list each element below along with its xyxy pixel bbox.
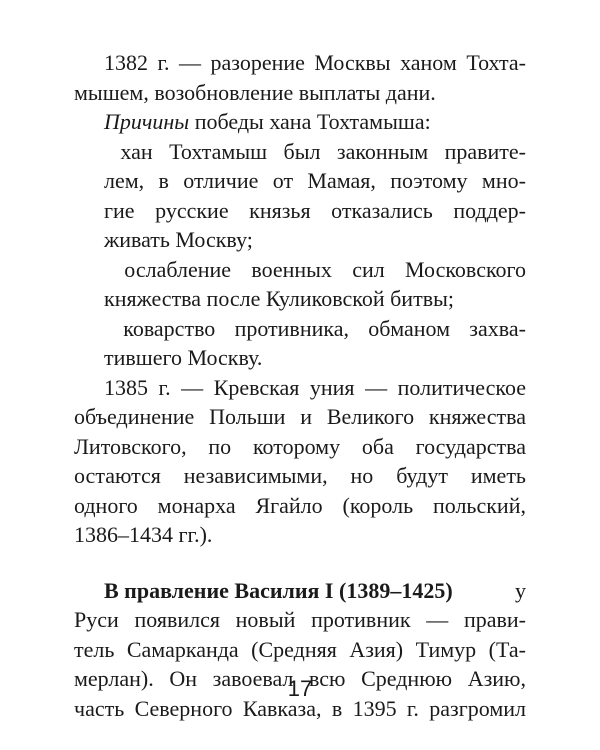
word: завоевал (212, 666, 294, 691)
word: русские (155, 197, 229, 223)
text-line (74, 576, 526, 606)
word: Он (169, 666, 198, 691)
word: объединение (74, 404, 195, 429)
word: в (158, 168, 169, 193)
word: Великого (326, 404, 415, 429)
word: Руси (74, 607, 119, 632)
word: хан (120, 138, 153, 164)
word: Литовского, (74, 433, 187, 459)
word: но (350, 463, 374, 488)
bullet-line (74, 255, 526, 285)
text-line (74, 48, 526, 78)
word: разгромил (429, 695, 526, 721)
word: княжества (428, 404, 526, 429)
word: князья (249, 197, 311, 223)
word: прави- (463, 607, 526, 632)
word: противника, (234, 315, 349, 341)
word: тель (74, 636, 115, 662)
reasons-line (74, 107, 526, 137)
word: г. (158, 374, 171, 400)
word: — (181, 374, 204, 400)
bullet-line (74, 137, 526, 167)
word: государства (415, 433, 526, 459)
bullet-item (74, 255, 526, 314)
word: — (179, 50, 202, 75)
word: коварство (123, 315, 216, 341)
word: Среднюю (361, 666, 453, 691)
word: г. (406, 695, 419, 721)
bullet-line (74, 343, 526, 373)
word: оба (361, 433, 394, 459)
text-line (74, 520, 526, 550)
word: Тимур (415, 636, 477, 662)
word: захва- (469, 315, 526, 341)
text-fragment: живать Москву; (104, 227, 253, 252)
word: 1385 (104, 374, 148, 400)
text-fragment: тившего Москву. (104, 345, 263, 370)
word: гие (104, 197, 135, 223)
word: поддер- (453, 197, 526, 223)
word: — (365, 374, 388, 400)
word: иметь (470, 463, 526, 488)
word: от (272, 168, 294, 193)
word: военных (251, 256, 332, 282)
word: одного (74, 492, 138, 518)
bullet-line (74, 225, 526, 255)
text-line (74, 635, 526, 665)
word: Кавказа, (242, 695, 322, 721)
bullet-item (74, 314, 526, 373)
text-fragment: мышем, возобновление выплаты дани. (74, 79, 436, 105)
word: — (426, 607, 449, 632)
word: появился (134, 607, 220, 632)
word: Азия) (349, 636, 404, 662)
word: 1382 (104, 50, 148, 75)
text-line (74, 432, 526, 462)
text-line (74, 373, 526, 403)
word: Тохта- (466, 50, 526, 75)
word: польский, (432, 492, 526, 518)
word: ослабление (124, 256, 232, 282)
word: сил (352, 256, 385, 282)
word: Польши (209, 404, 286, 429)
word: по (208, 433, 232, 459)
text-line (74, 461, 526, 491)
word: 1395 (352, 695, 397, 721)
word: обманом (368, 315, 451, 341)
word: монарха (157, 492, 236, 518)
bullet-line (74, 284, 526, 314)
word: противник (311, 607, 411, 632)
text-fragment: 1386–1434 гг.). (74, 522, 213, 547)
word: (Средняя (251, 636, 337, 662)
page-number: 17 (287, 676, 313, 701)
word: независимыми, (183, 463, 328, 488)
text-fragment: княжества после Куликовской битвы; (104, 286, 454, 311)
paragraph-gap (74, 550, 526, 576)
bullet-line (74, 314, 526, 344)
word: правите- (444, 138, 526, 164)
word: Кревская (213, 374, 300, 400)
page-text (74, 48, 526, 723)
word: мно- (481, 168, 526, 193)
word: (король (342, 492, 414, 518)
reasons-text: победы хана Тохтамыша: (189, 109, 431, 134)
bullet-item (74, 137, 526, 255)
word: будут (396, 463, 448, 488)
word: законным (336, 138, 429, 164)
word: мерлан). (74, 666, 154, 691)
word: новый (235, 607, 296, 632)
section-lead: В правление Василия I (1389–1425) (104, 577, 453, 603)
word: Самарканда (126, 636, 239, 662)
word: отличие (183, 168, 259, 193)
word: разорение (210, 50, 305, 75)
word: остаются (74, 463, 161, 488)
word: всю (309, 666, 346, 691)
word: Мамая, (307, 168, 376, 193)
word: Северного (134, 695, 233, 721)
word: Азию, (467, 666, 526, 691)
word: которому (252, 433, 341, 459)
word: в (331, 695, 343, 721)
word: был (283, 138, 321, 164)
word: поэтому (390, 168, 468, 193)
word: Ягайло (255, 492, 323, 518)
bullet-list (74, 137, 526, 373)
bullet-line (74, 166, 526, 196)
text-line (74, 402, 526, 432)
word: Москвы (314, 50, 391, 75)
word: Тохтамыш (169, 138, 268, 164)
word: лем, (104, 168, 145, 193)
word: отказались (331, 197, 433, 223)
word: Московского (405, 256, 526, 282)
word: г. (157, 50, 170, 75)
text-line (74, 491, 526, 521)
word: часть (74, 695, 125, 721)
bullet-line (74, 196, 526, 226)
word: (Та- (488, 636, 526, 662)
reasons-label: Причины (104, 109, 190, 134)
word: уния (309, 374, 355, 400)
text-fragment: у (515, 577, 526, 603)
text-line (74, 605, 526, 635)
word: ханом (400, 50, 457, 75)
text-line (74, 78, 526, 108)
word: и (300, 404, 313, 429)
word: политическое (397, 374, 526, 400)
